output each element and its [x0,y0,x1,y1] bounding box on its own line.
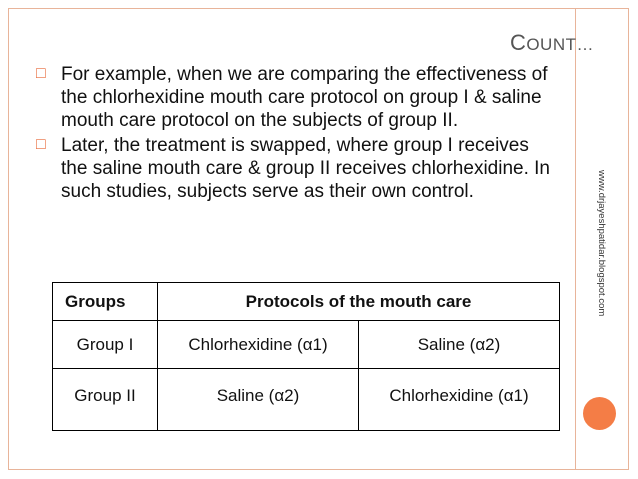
accent-circle-icon [583,397,616,430]
protocol-table [52,282,560,431]
cell-group: Group I [53,321,158,369]
cell-protocol-1: Saline (α2) [158,369,359,431]
header-groups: Groups [53,283,158,321]
cell-protocol-1: Chlorhexidine (α1) [158,321,359,369]
title-rest: OUNT… [526,35,594,54]
bullet-text: For example, when we are comparing the effectiveness of the chlorhexidine mouth care protocol on group I & saline mouth care protocol on the subjects of group II. [61,64,548,131]
header-protocols: Protocols of the mouth care [158,283,560,321]
cell-group: Group II [53,369,158,431]
title-first-letter: C [509,30,527,55]
cell-protocol-2: Chlorhexidine (α1) [359,369,560,431]
side-url: www.drjayeshpatidar.blogspot.com [596,170,607,317]
bullet-item [36,134,556,203]
bullet-text: Later, the treatment is swapped, where group I receives the saline mouth care & group II receives chlorhexidine. In such studies, subjects serve as their own control. [61,135,550,202]
slide-title [510,30,594,56]
table-header-row [53,283,560,321]
table-row [53,369,560,431]
square-bullet-icon: □ [36,136,46,153]
cell-protocol-2: Saline (α2) [359,321,560,369]
bullet-item [36,63,556,132]
square-bullet-icon: □ [36,65,46,82]
side-divider [575,8,576,470]
table-row [53,321,560,369]
bullet-list [36,63,556,203]
